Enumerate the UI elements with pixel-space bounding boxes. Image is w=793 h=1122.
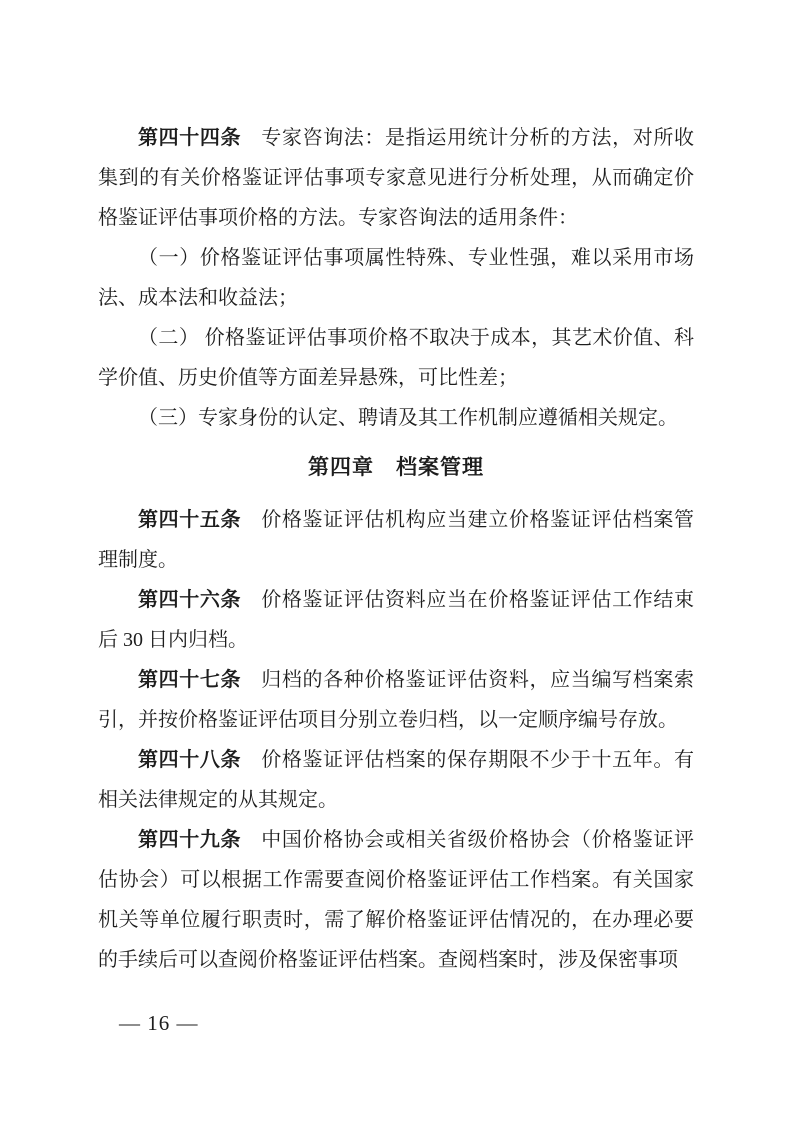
article-44-text: 专家咨询法：是指运用统计分析的方法，对所收集到的有关价格鉴证评估事项专家意见进行分析处理，从而确定价格鉴证评估事项价格的方法。专家咨询法的适用条件： [98,127,695,229]
article-49-paragraph [98,820,694,980]
article-49-number: 第四十九条 [138,829,242,851]
article-44-number: 第四十四条 [138,127,242,149]
clause-2-text: （二） 价格鉴证评估事项价格不取决于成本，其艺术价值、科学价值、历史价值等方面差异悬殊，可比性差； [98,327,694,389]
article-45-paragraph [98,500,694,580]
article-45-number: 第四十五条 [138,509,242,531]
article-47-number: 第四十七条 [138,669,242,691]
article-49-text: 中国价格协会或相关省级价格协会（价格鉴证评估协会）可以根据工作需要查阅价格鉴证评估工作档案。有关国家机关等单位履行职责时，需了解价格鉴证评估情况的，在办理必要的手续后可以查阅价格鉴证评估档案。查阅档案时，涉及保密事项 [98,829,695,971]
article-48-text: 价格鉴证评估档案的保存期限不少于十五年。有相关法律规定的从其规定。 [98,749,695,811]
clause-1-text: （一）价格鉴证评估事项属性特殊、专业性强，难以采用市场法、成本法和收益法； [98,247,694,309]
article-44-clause-1 [98,238,694,318]
article-48-paragraph [98,740,694,820]
article-47-text: 归档的各种价格鉴证评估资料，应当编写档案索引，并按价格鉴证评估项目分别立卷归档，以一定顺序编号存放。 [98,669,695,731]
clause-3-text: （三）专家身份的认定、聘请及其工作机制应遵循相关规定。 [138,407,678,429]
page-number: — 16 — [119,1011,199,1035]
article-44-paragraph [98,118,694,238]
article-46-paragraph [98,580,694,660]
article-45-text: 价格鉴证评估机构应当建立价格鉴证评估档案管理制度。 [98,509,695,571]
article-44-clause-2 [98,318,694,398]
document-body [98,118,694,980]
article-46-text: 价格鉴证评估资料应当在价格鉴证评估工作结束后 30 日内归档。 [98,589,695,651]
article-44-clause-3 [98,398,694,438]
article-48-number: 第四十八条 [138,749,242,771]
article-47-paragraph [98,660,694,740]
chapter-heading: 第四章 档案管理 [308,456,484,479]
article-46-number: 第四十六条 [138,589,242,611]
